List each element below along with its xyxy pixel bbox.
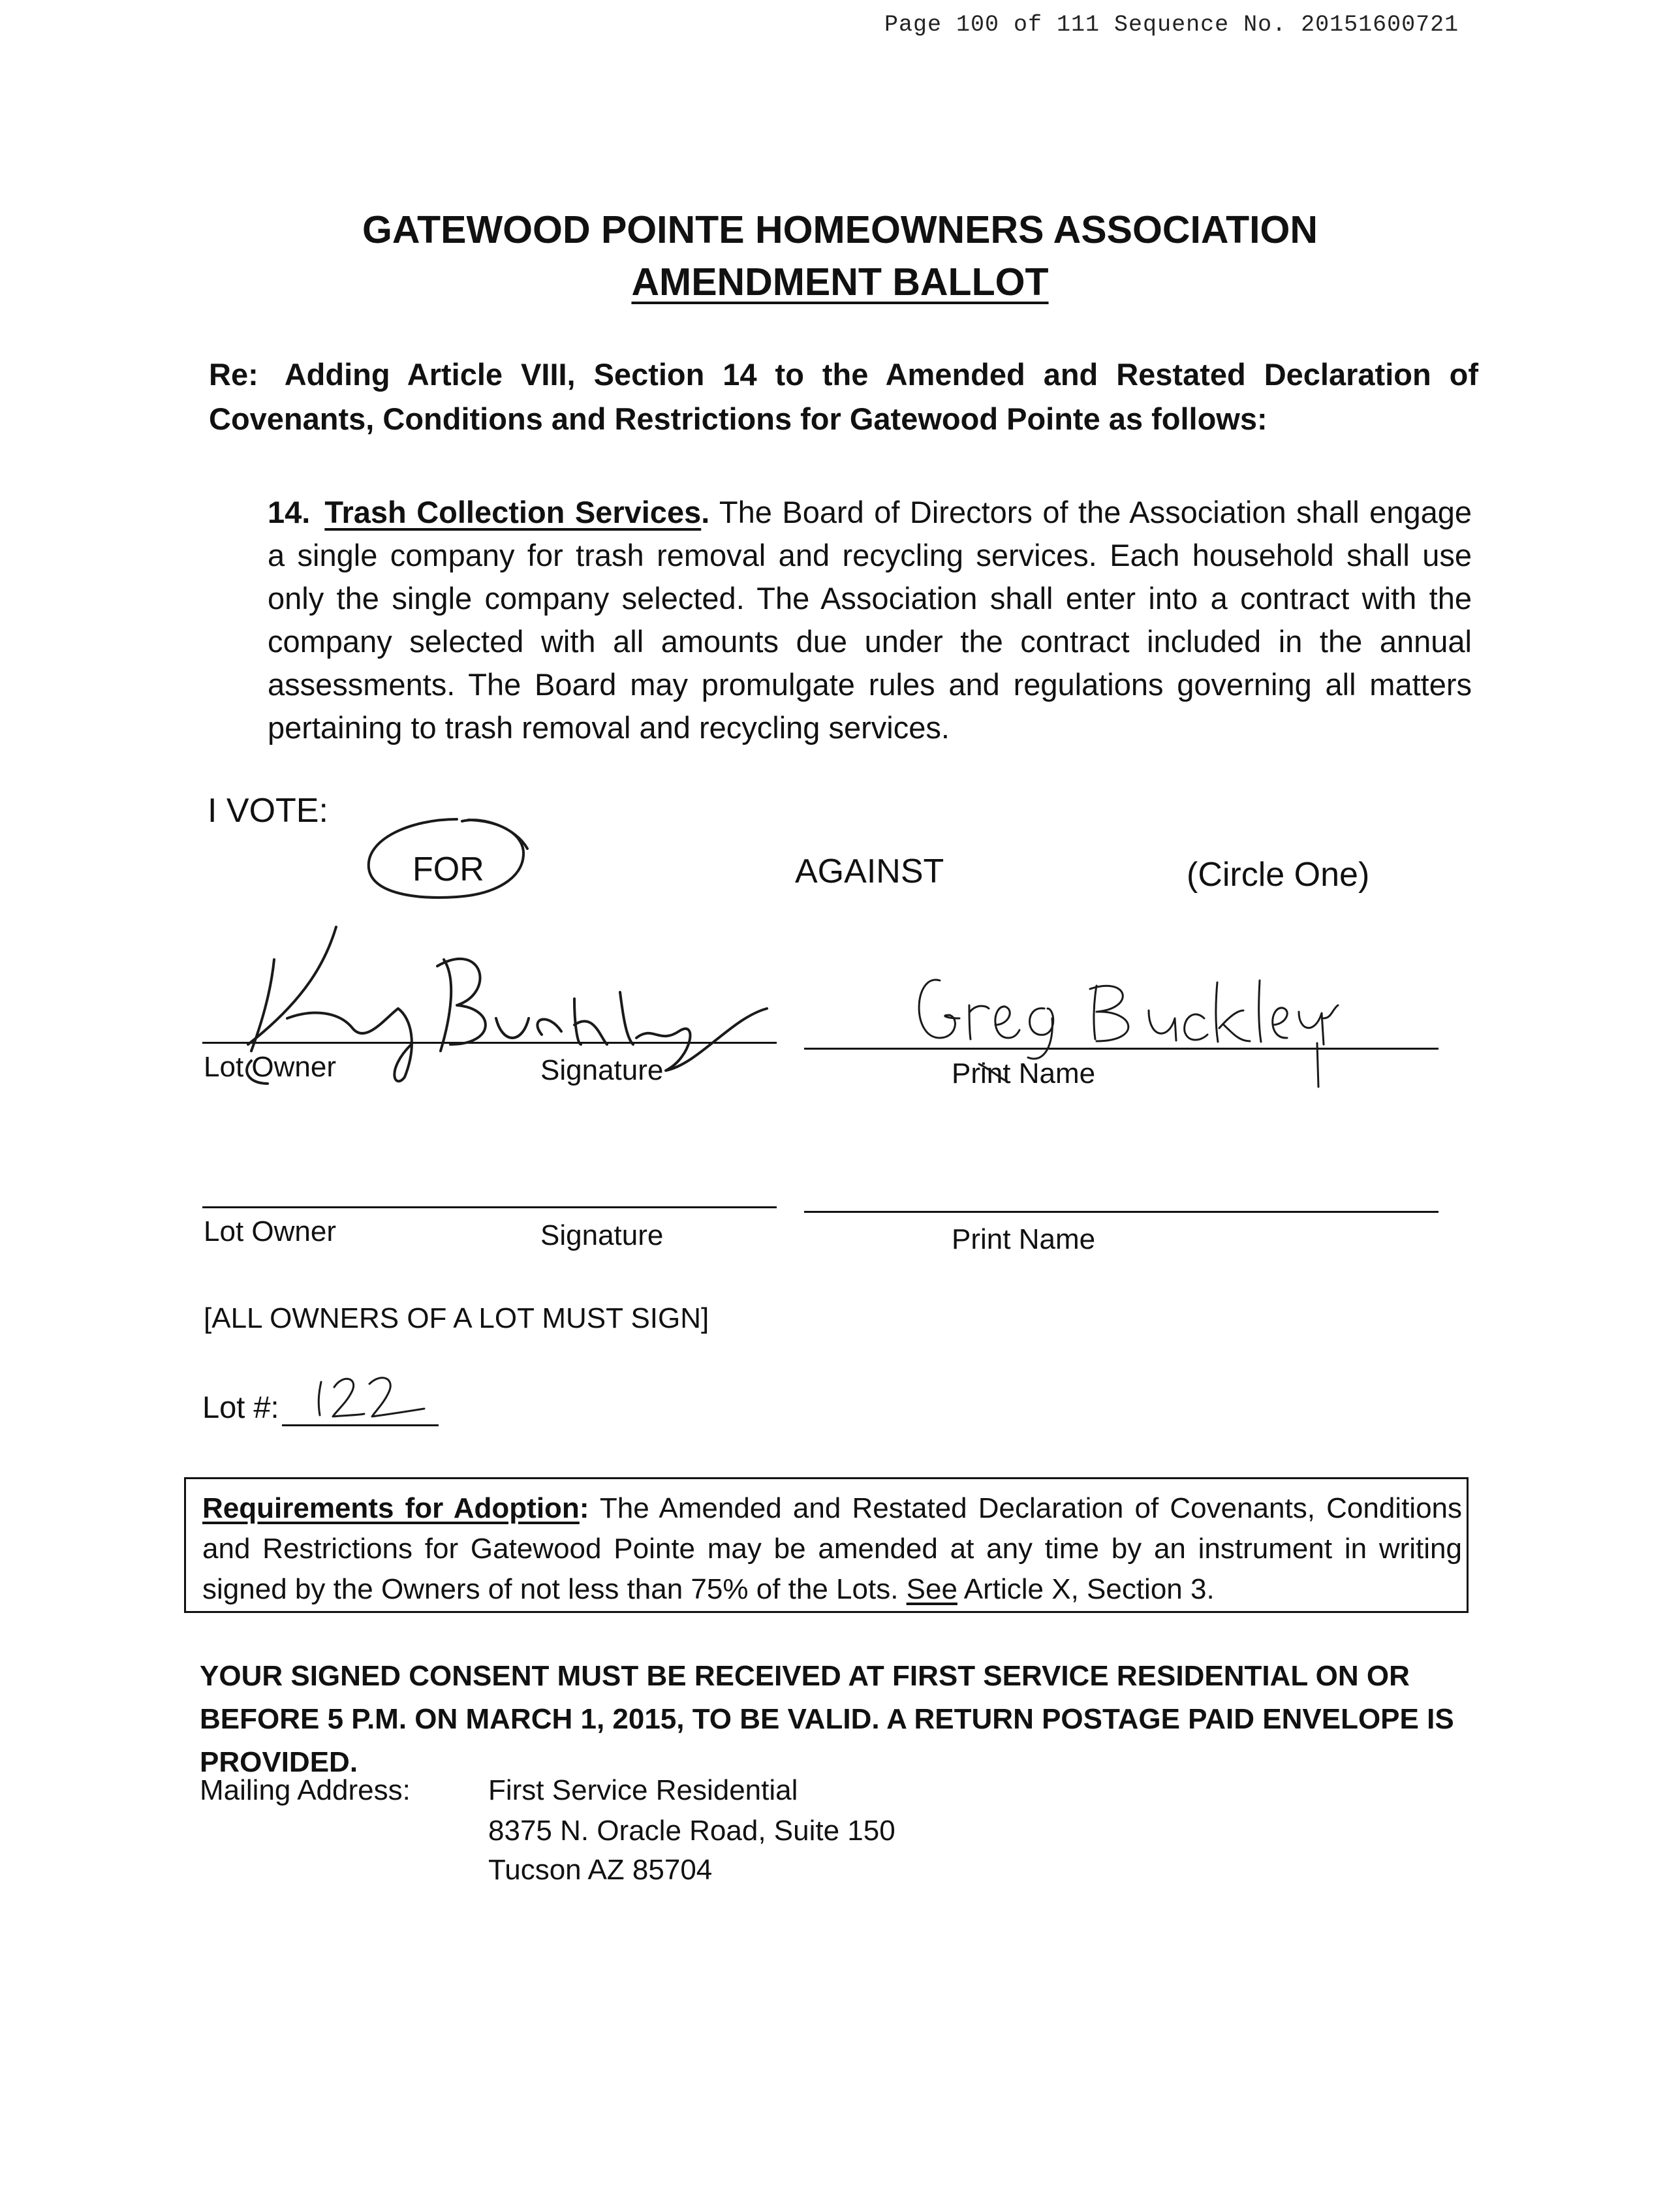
requirements-body: The Amended and Restated Declaration of Covenants, Conditions and Restrictions for Gatewood Pointe may be amended at any time by an instrument in writing signed by the Owners of not less than 75% of the Lots. [202, 1492, 1463, 1605]
ballot-title [0, 260, 1680, 304]
section-body: The Board of Directors of the Association shall engage a single company for trash removal and recycling services. Each household shall use only the single company selected. The Association shall enter into a contract with the company selected with all amounts due under the contract included in the annual assessments. The Board may promulgate rules and regulations governing all matters pertaining to trash removal and recycling services. [268, 495, 1472, 745]
lot-owner-label-2: Lot Owner [204, 1215, 336, 1247]
lot-number-line[interactable] [282, 1424, 439, 1426]
vote-option-against[interactable]: AGAINST [795, 853, 944, 890]
print-name-label-2: Print Name [952, 1223, 1096, 1255]
print-name-line-2[interactable] [804, 1211, 1439, 1213]
requirements-see: See [906, 1573, 957, 1605]
signature-line-1[interactable] [202, 1042, 777, 1044]
vote-instruction: (Circle One) [1187, 856, 1370, 894]
mailing-address-label: Mailing Address: [200, 1774, 411, 1806]
mailing-address-line-3: Tucson AZ 85704 [488, 1854, 713, 1886]
vote-label: I VOTE: [208, 792, 328, 830]
print-name-line-1[interactable] [804, 1048, 1439, 1050]
lot-number-label: Lot #: [202, 1390, 279, 1424]
mailing-address-line-2: 8375 N. Oracle Road, Suite 150 [488, 1815, 895, 1847]
section-14-text [268, 491, 1472, 749]
ballot-title-text: AMENDMENT BALLOT [631, 260, 1049, 304]
requirements-heading: Requirements for Adoption [202, 1492, 580, 1524]
vote-option-for[interactable]: FOR [412, 851, 484, 888]
requirements-text [202, 1488, 1462, 1610]
signature-line-2[interactable] [202, 1206, 777, 1208]
mailing-address-line-1: First Service Residential [488, 1774, 798, 1806]
lot-owner-label-1: Lot Owner [204, 1051, 336, 1083]
handwritten-lot-number [319, 1378, 424, 1417]
page-sequence-header: Page 100 of 111 Sequence No. 20151600721 [884, 12, 1459, 38]
re-subject [209, 352, 1478, 441]
section-heading-period: . [701, 495, 710, 529]
re-text: Adding Article VIII, Section 14 to the Amended and Restated Declaration of Covenants, Conditions and Restrictions for Gatewood Pointe as follows: [209, 357, 1478, 436]
all-owners-note: [ALL OWNERS OF A LOT MUST SIGN] [204, 1302, 709, 1334]
requirements-reference: Article X, Section 3. [957, 1573, 1215, 1605]
print-name-label-1: Print Name [952, 1057, 1096, 1089]
requirements-colon: : [579, 1492, 589, 1524]
consent-notice: YOUR SIGNED CONSENT MUST BE RECEIVED AT FIRST SERVICE RESIDENTIAL ON OR BEFORE 5 P.M. ON MARCH 1, 2015, TO BE VALID. A RETURN POSTAGE PAID ENVELOPE IS PROVIDED. [200, 1660, 1454, 1778]
signature-label-1: Signature [540, 1054, 664, 1086]
re-label: Re: [209, 357, 258, 392]
section-number: 14. [268, 495, 311, 529]
section-heading: Trash Collection Services [324, 495, 702, 529]
signature-label-2: Signature [540, 1219, 664, 1251]
association-title: GATEWOOD POINTE HOMEOWNERS ASSOCIATION [362, 208, 1318, 251]
